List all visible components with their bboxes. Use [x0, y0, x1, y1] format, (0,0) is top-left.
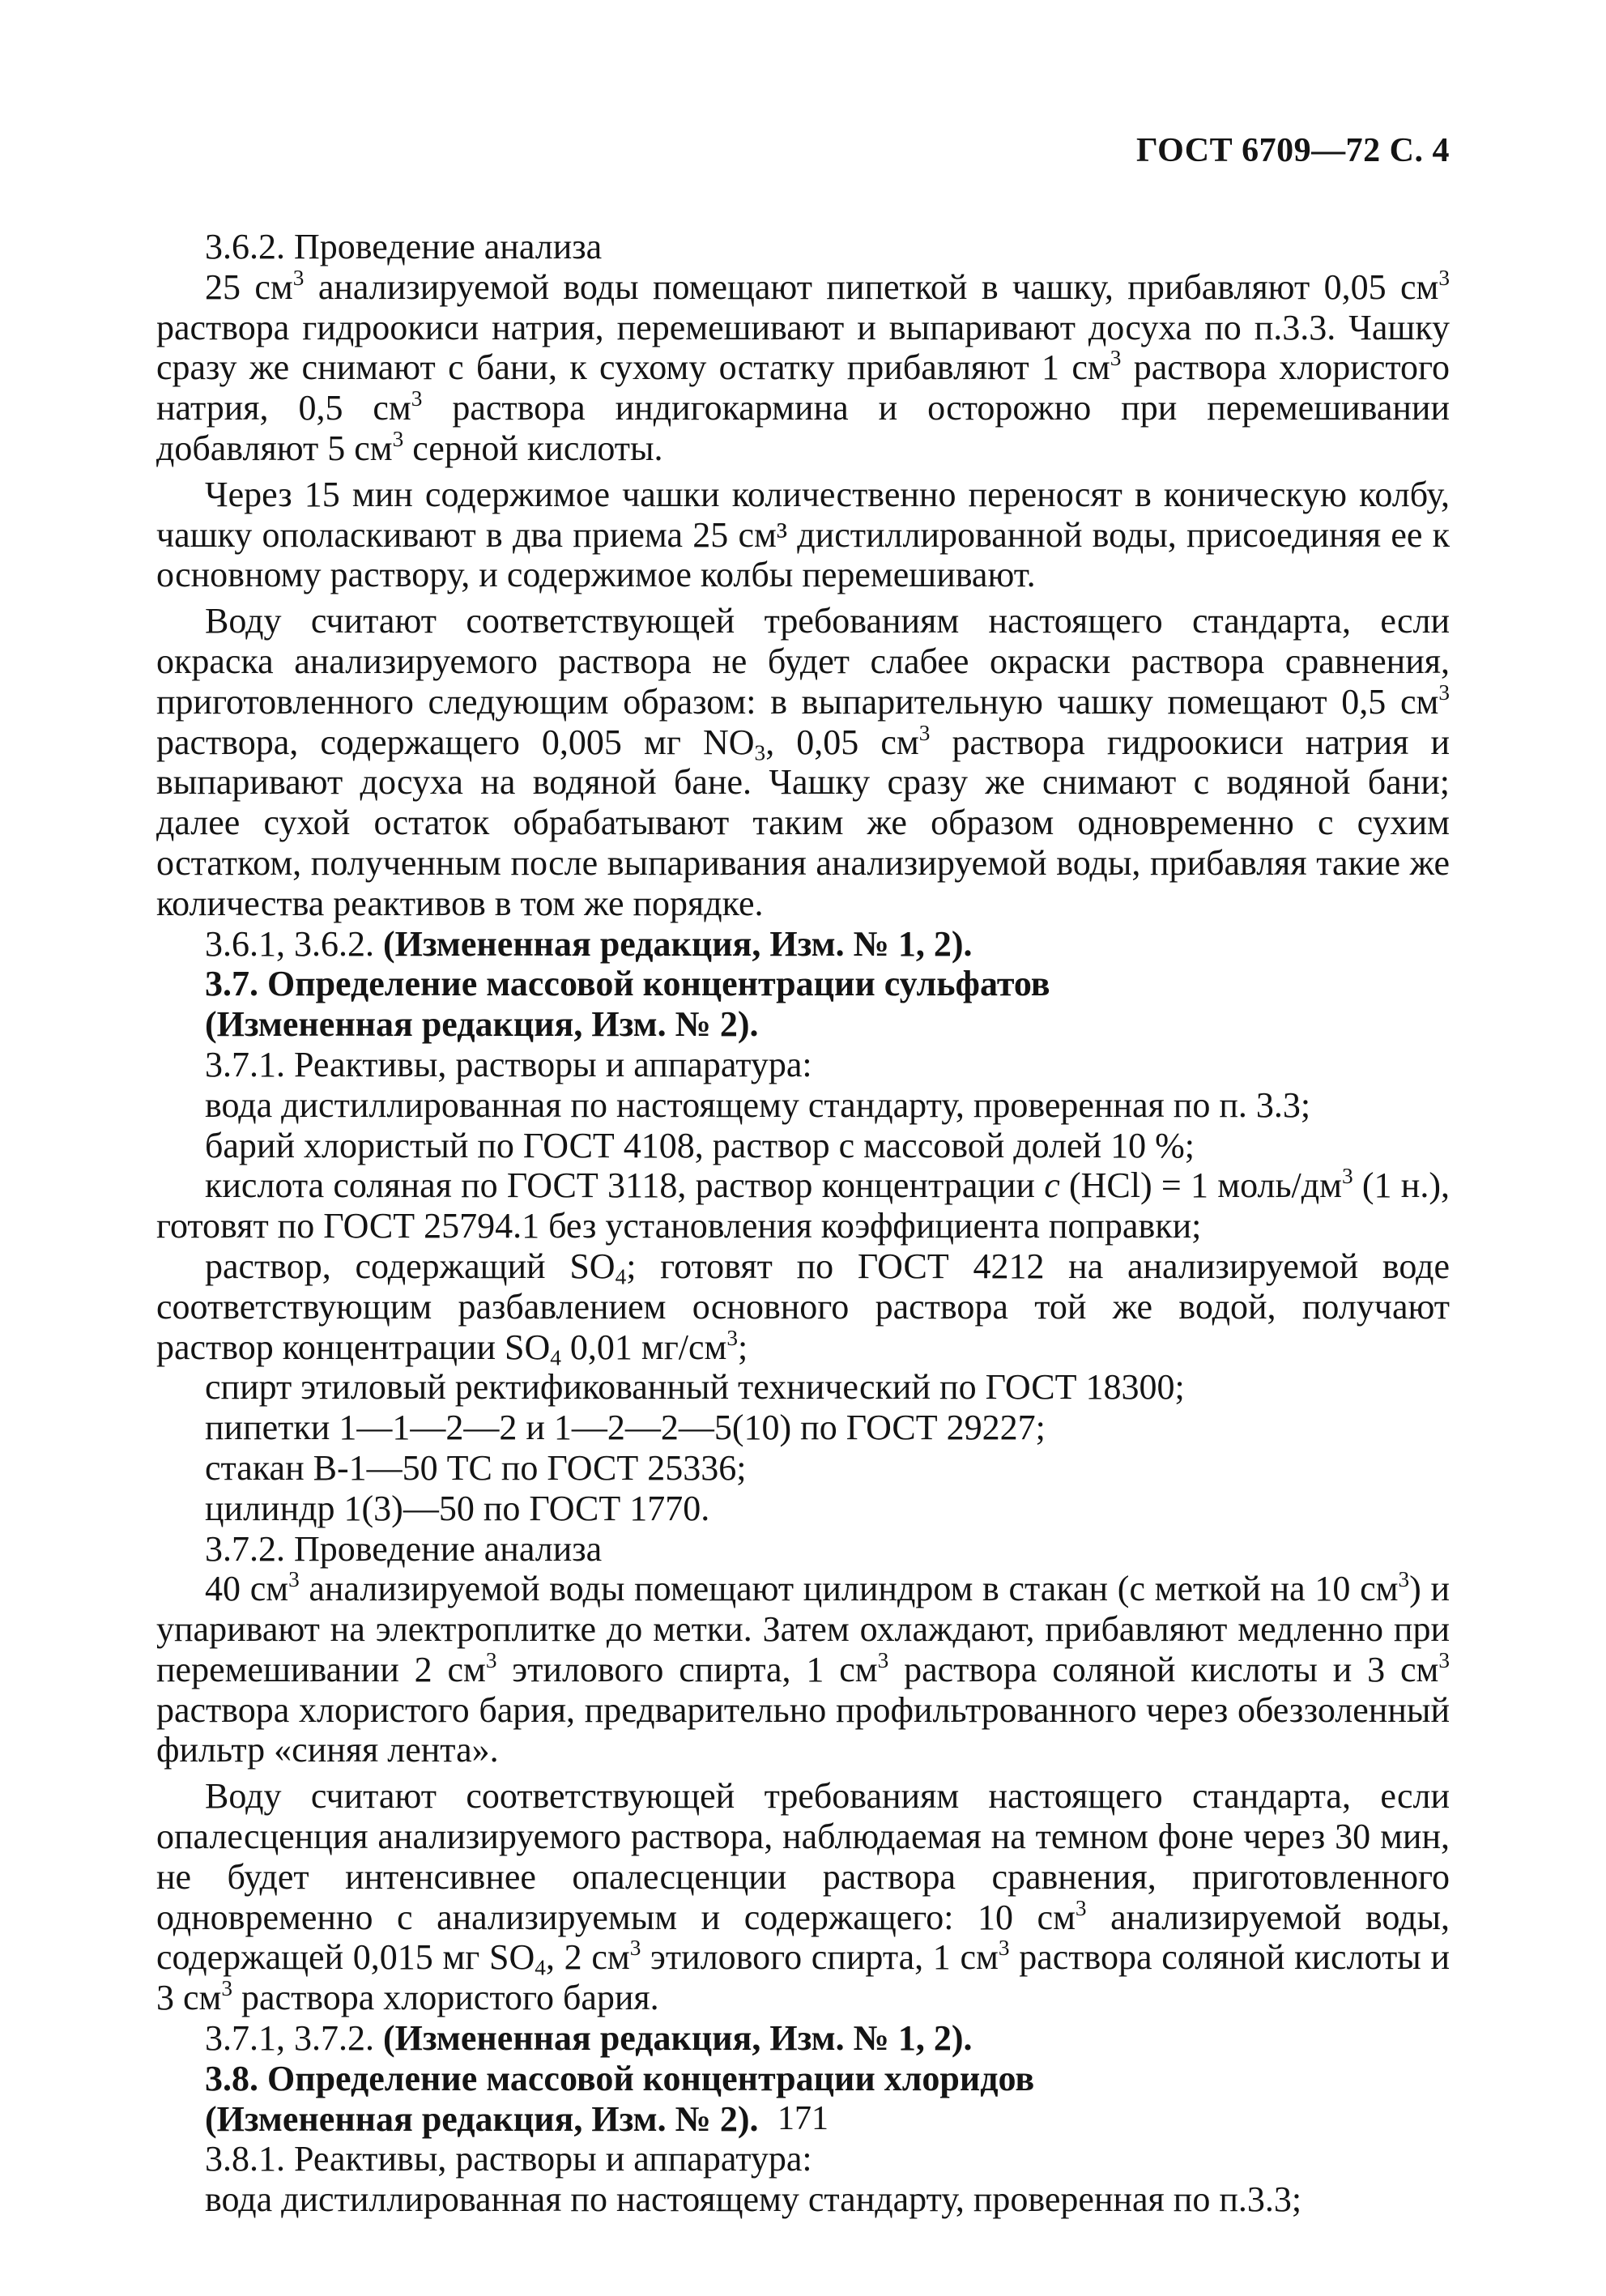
- document-body: [156, 227, 1450, 2220]
- paragraph-sulfate-compliance: Воду считают соответствующей требованиям настоящего стандарта, если опалесценция анализируемого раствора, наблюдаемая на темном фоне через 30 мин, не будет интенсивнее опалесценции раствора сравнения, приготовленного одновременно с анализируемым и содержащего: 10 $см^3$ анализируемой воды, содержащей 0,015 мг $SO_4$, 2 $см^3$ этилового спирта, 1 $см^3$ раствора соляной кислоты и 3 $см^3$ раствора хлористого бария.: [156, 1776, 1450, 2018]
- section-3-7-1-heading: 3.7.1. Реактивы, растворы и аппаратура:: [205, 1044, 812, 1084]
- section-3-7-2-heading: 3.7.2. Проведение анализа: [205, 1528, 603, 1569]
- section-3-7-amendment: (Измененная редакция, Изм. № 2).: [205, 1004, 759, 1045]
- paragraph-transfer: Через 15 мин содержимое чашки количественно переносят в коническую колбу, чашку ополаскивают в два приема 25 см³ дистиллированной воды, присоединяя ее к основному раствору, и содержимое колбы перемешивают.: [156, 474, 1450, 595]
- reagent-item: барий хлористый по ГОСТ 4108, раствор с массовой долей 10 %;: [205, 1125, 1195, 1165]
- page-number: 171: [777, 2100, 829, 2137]
- amendment-note-3-7: 3.7.1, 3.7.2. (Измененная редакция, Изм. № 1, 2).: [205, 2018, 973, 2059]
- section-3-8-amendment: (Измененная редакция, Изм. № 2).: [205, 2098, 759, 2139]
- section-3-6-2-heading: 3.6.2. Проведение анализа: [205, 227, 603, 266]
- reagent-item: вода дистиллированная по настоящему стандарту, проверенная по п. 3.3;: [205, 1084, 1311, 1125]
- reagent-item: пипетки 1—1—2—2 и 1—2—2—5(10) по ГОСТ 29227;: [205, 1408, 1046, 1448]
- amendment-note-3-6: 3.6.1, 3.6.2. (Измененная редакция, Изм. № 1, 2).: [205, 923, 973, 964]
- reagent-item: спирт этиловый ректификованный технический по ГОСТ 18300;: [205, 1367, 1185, 1408]
- reagent-item: стакан В-1—50 ТС по ГОСТ 25336;: [205, 1447, 747, 1488]
- paragraph-nitrate-compliance: Воду считают соответствующей требованиям настоящего стандарта, если окраска анализируемого раствора не будет слабее окраски раствора сравнения, приготовленного следующим образом: в выпарительную чашку помещают 0,5 $см^3$ раствора, содержащего 0,005 мг $NO_3$, 0,05 $см^3$ раствора гидроокиси натрия и выпаривают досуха на водяной бане. Чашку сразу же снимают с водяной бани; далее сухой остаток обрабатывают таким же образом одновременно с сухим остатком, полученным после выпаривания анализируемой воды, прибавляя такие же количества реактивов в том же порядке.: [156, 601, 1451, 923]
- reagent-item: вода дистиллированная по настоящему стандарту, проверенная по п.3.3;: [205, 2179, 1302, 2220]
- paragraph-sulfate-procedure: 40 $см^3$ анализируемой воды помещают цилиндром в стакан (с меткой на 10 $см^3$) и упаривают на электроплитке до метки. Затем охлаждают, прибавляют медленно при перемешивании 2 $см^3$ этилового спирта, 1 $см^3$ раствора соляной кислоты и 3 $см^3$ раствора хлористого бария, предварительно профильтрованного через обеззоленный фильтр «синяя лента».: [156, 1567, 1450, 1770]
- reagent-item-hcl: кислота соляная по ГОСТ 3118, раствор концентрации c (HCl) = 1 моль/$дм^3$ (1 н.), готовят по ГОСТ 25794.1 без установления коэффициента поправки;: [156, 1164, 1450, 1246]
- section-3-8-heading: 3.8. Определение массовой концентрации хлоридов: [205, 2058, 1035, 2098]
- section-3-7-heading: 3.7. Определение массовой концентрации сульфатов: [205, 964, 1050, 1004]
- paragraph-analysis-procedure: 25 $см^3$ анализируемой воды помещают пипеткой в чашку, прибавляют 0,05 $см^3$ раствора гидроокиси натрия, перемешивают и выпаривают досуха по п.3.3. Чашку сразу же снимают с бани, к сухому остатку прибавляют 1 $см^3$ раствора хлористого натрия, 0,5 $см^3$ раствора индигокармина и осторожно при перемешивании добавляют 5 $см^3$ серной кислоты.: [156, 265, 1451, 468]
- section-3-8-1-heading: 3.8.1. Реактивы, растворы и аппаратура:: [205, 2139, 812, 2179]
- page-header: ГОСТ 6709—72 С. 4: [1135, 132, 1450, 169]
- reagent-item: цилиндр 1(3)—50 по ГОСТ 1770.: [205, 1488, 710, 1528]
- reagent-item-sulfate-solution: раствор, содержащий $SO_4$; готовят по ГОСТ 4212 на анализируемой воде соответствующим разбавлением основного раствора той же водой, получают раствор концентрации $SO_4$ 0,01 $мг/см^3$;: [156, 1246, 1451, 1370]
